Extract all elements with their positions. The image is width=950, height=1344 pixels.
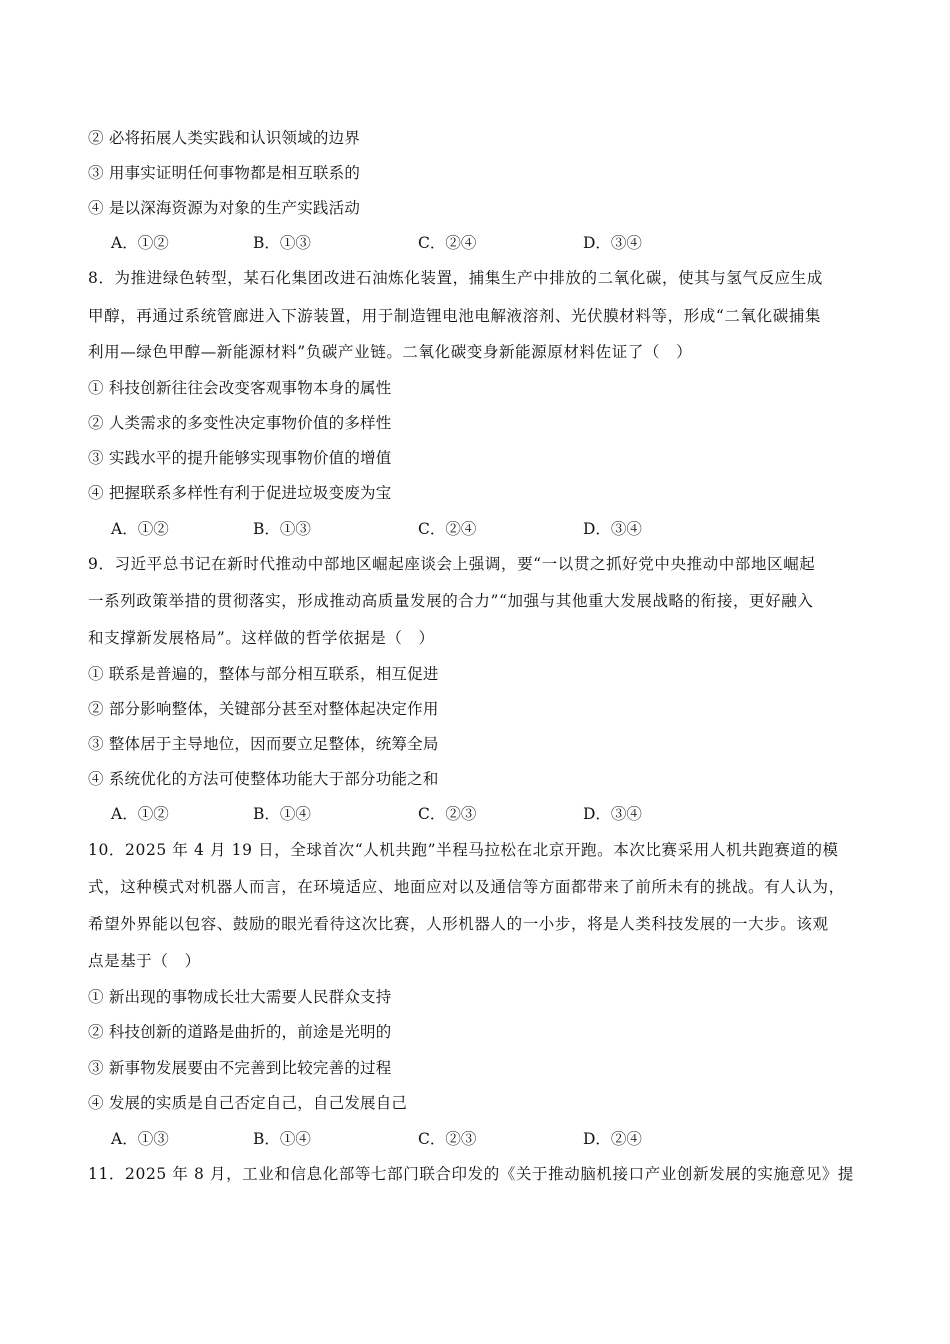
q9-options xyxy=(88,804,868,824)
q8-option-c[interactable]: C．②④ xyxy=(418,520,477,538)
q7-option-a[interactable]: A．①② xyxy=(111,234,169,252)
q7-item-3: ③ 用事实证明任何事物都是相互联系的 xyxy=(88,164,361,182)
q10-option-a[interactable]: A．①③ xyxy=(111,1130,169,1148)
q7-option-d[interactable]: D．③④ xyxy=(583,234,642,252)
q9-item-3: ③ 整体居于主导地位，因而要立足整体，统筹全局 xyxy=(88,735,439,753)
q8-item-2: ② 人类需求的多变性决定事物价值的多样性 xyxy=(88,414,392,432)
q9-stem-line-1: 9．习近平总书记在新时代推动中部地区崛起座谈会上强调，要“一以贯之抓好党中央推动中部地区崛起 xyxy=(88,555,816,573)
q10-stem-line-1: 10．2025 年 4 月 19 日，全球首次“人机共跑”半程马拉松在北京开跑。本次比赛采用人机共跑赛道的模 xyxy=(88,841,839,859)
q7-option-b[interactable]: B．①③ xyxy=(253,234,311,252)
q11-stem-line-1: 11．2025 年 8 月，工业和信息化部等七部门联合印发的《关于推动脑机接口产业创新发展的实施意见》提 xyxy=(88,1165,855,1183)
q7-item-4: ④ 是以深海资源为对象的生产实践活动 xyxy=(88,199,361,217)
q10-stem-line-3: 希望外界能以包容、鼓励的眼光看待这次比赛，人形机器人的一小步，将是人类科技发展的一大步。该观 xyxy=(88,915,829,933)
q8-item-4: ④ 把握联系多样性有利于促进垃圾变废为宝 xyxy=(88,484,392,502)
q8-item-1: ① 科技创新往往会改变客观事物本身的属性 xyxy=(88,379,392,397)
q9-option-d[interactable]: D．③④ xyxy=(583,805,642,823)
q10-item-4: ④ 发展的实质是自己否定自己，自己发展自己 xyxy=(88,1094,408,1112)
q8-option-a[interactable]: A．①② xyxy=(111,520,169,538)
q10-item-2: ② 科技创新的道路是曲折的，前途是光明的 xyxy=(88,1023,392,1041)
q8-stem-line-2: 甲醇，再通过系统管廊进入下游装置，用于制造锂电池电解液溶剂、光伏膜材料等，形成“二氧化碳捕集 xyxy=(88,307,822,325)
q10-item-1: ① 新出现的事物成长壮大需要人民群众支持 xyxy=(88,988,392,1006)
q8-stem-line-3: 利用—绿色甲醇—新能源材料”负碳产业链。二氧化碳变身新能源原材料佐证了（ ） xyxy=(88,343,693,361)
q9-option-c[interactable]: C．②③ xyxy=(418,805,477,823)
q10-options xyxy=(88,1129,868,1149)
q10-option-b[interactable]: B．①④ xyxy=(253,1130,311,1148)
q9-stem-line-2: 一系列政策举措的贯彻落实，形成推动高质量发展的合力”“加强与其他重大发展战略的衔接，更好融入 xyxy=(88,592,814,610)
q7-option-c[interactable]: C．②④ xyxy=(418,234,477,252)
q10-item-3: ③ 新事物发展要由不完善到比较完善的过程 xyxy=(88,1059,392,1077)
q9-item-1: ① 联系是普遍的，整体与部分相互联系，相互促进 xyxy=(88,665,439,683)
q9-option-b[interactable]: B．①④ xyxy=(253,805,311,823)
q9-stem-line-3: 和支撑新发展格局”。这样做的哲学依据是（ ） xyxy=(88,629,435,647)
q10-stem-line-4: 点是基于（ ） xyxy=(88,952,201,970)
q10-option-d[interactable]: D．②④ xyxy=(583,1130,642,1148)
q8-stem-line-1: 8．为推进绿色转型，某石化集团改进石油炼化装置，捕集生产中排放的二氧化碳，使其与氢气反应生成 xyxy=(88,269,823,287)
q8-option-d[interactable]: D．③④ xyxy=(583,520,642,538)
q10-option-c[interactable]: C．②③ xyxy=(418,1130,477,1148)
q10-stem-line-2: 式，这种模式对机器人而言，在环境适应、地面应对以及通信等方面都带来了前所未有的挑战。有人认为， xyxy=(88,878,845,896)
q7-options xyxy=(88,233,868,253)
q9-item-4: ④ 系统优化的方法可使整体功能大于部分功能之和 xyxy=(88,770,439,788)
q8-options xyxy=(88,519,868,539)
q8-option-b[interactable]: B．①③ xyxy=(253,520,311,538)
q7-item-2: ② 必将拓展人类实践和认识领域的边界 xyxy=(88,129,361,147)
q8-item-3: ③ 实践水平的提升能够实现事物价值的增值 xyxy=(88,449,392,467)
q9-option-a[interactable]: A．①② xyxy=(111,805,169,823)
q9-item-2: ② 部分影响整体，关键部分甚至对整体起决定作用 xyxy=(88,700,439,718)
